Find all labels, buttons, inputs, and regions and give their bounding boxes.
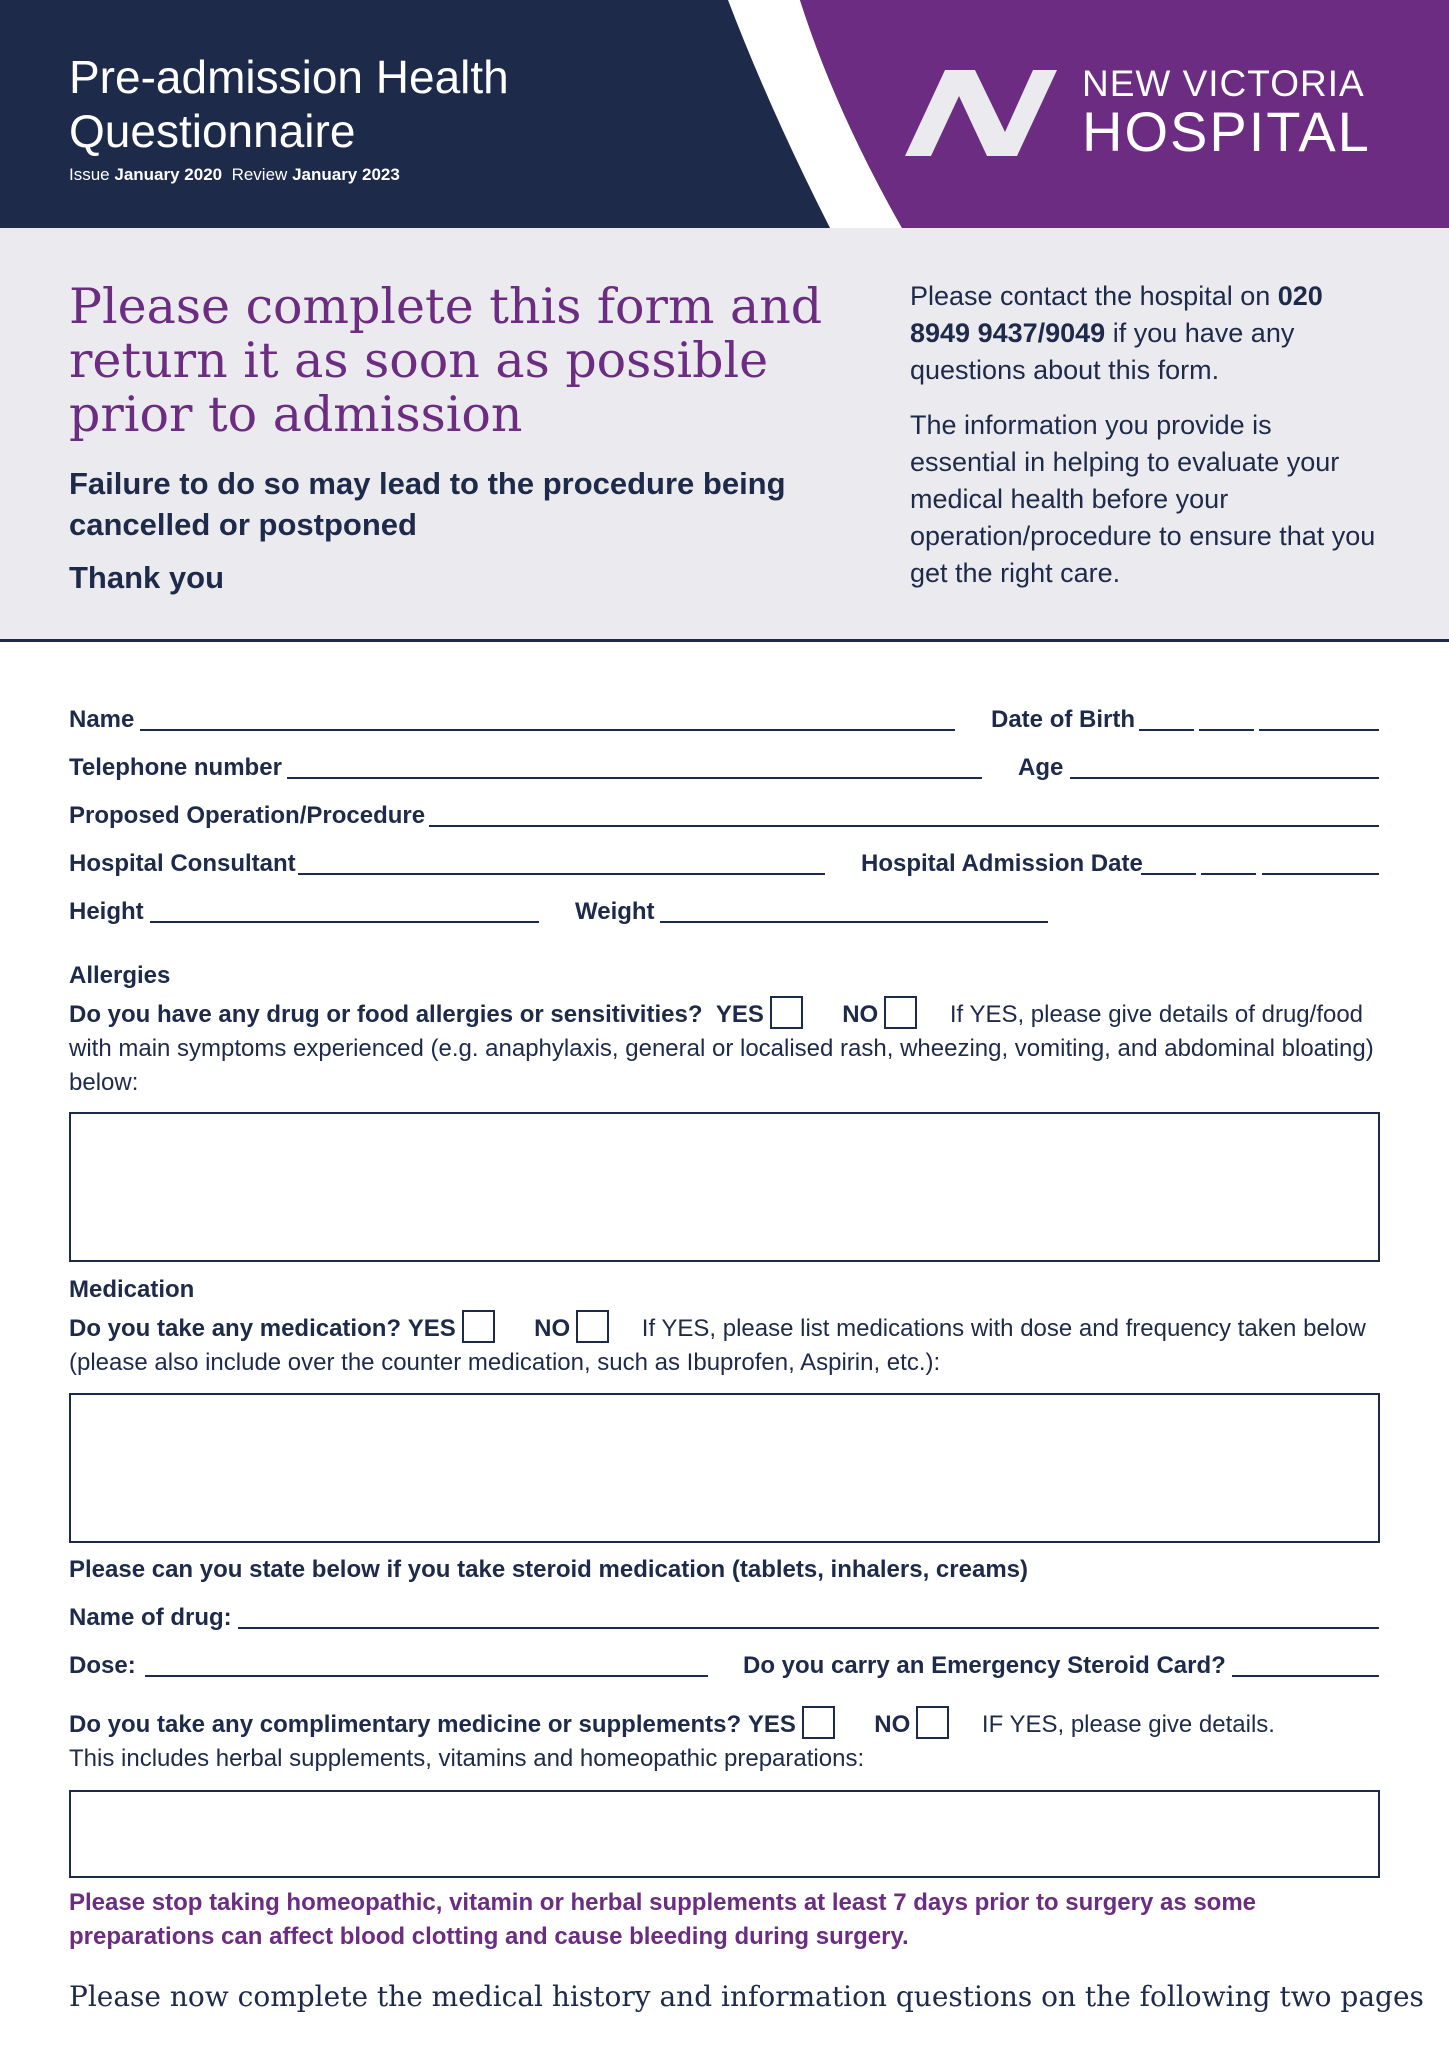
- contact-pre: Please contact the hospital on: [910, 281, 1271, 311]
- review-date: January 2023: [292, 165, 400, 184]
- consultant-field[interactable]: [298, 873, 825, 875]
- intro-heading: Please complete this form and return it as soon as possible prior to admission: [69, 278, 823, 443]
- document-title: [69, 50, 509, 158]
- allergies-no-label: NO: [842, 1001, 879, 1028]
- name-label: Name: [69, 706, 135, 733]
- dob-label: Date of Birth: [991, 706, 1135, 733]
- supplements-details-2: This includes herbal supplements, vitamins and homeopathic preparations:: [69, 1745, 865, 1773]
- intro-warning: Failure to do so may lead to the procedure being cancelled or postponed: [69, 466, 786, 542]
- dob-month-field[interactable]: [1199, 729, 1254, 731]
- allergies-no-checkbox[interactable]: [884, 996, 917, 1029]
- weight-label: Weight: [575, 898, 655, 925]
- dose-field[interactable]: [145, 1675, 708, 1677]
- brand-line-1: NEW VICTORIA: [1082, 63, 1365, 104]
- medication-yes-label: YES: [407, 1315, 456, 1342]
- brand-line-2: HOSPITAL: [1082, 100, 1371, 163]
- allergies-question: Do you have any drug or food allergies or sensitivities?: [69, 1001, 703, 1028]
- intro-panel: [0, 228, 1449, 642]
- contact-post: if you have any questions about this form.: [910, 318, 1295, 385]
- weight-field[interactable]: [660, 921, 1048, 923]
- admission-month-field[interactable]: [1201, 873, 1256, 875]
- contact-info: [910, 278, 1380, 592]
- header-banner: [0, 0, 1449, 228]
- supplements-yes-checkbox[interactable]: [802, 1706, 835, 1739]
- dose-label: Dose:: [69, 1652, 136, 1679]
- issue-review-dates: [69, 165, 400, 185]
- hospital-logo-icon: [905, 66, 1065, 160]
- supplements-yes-label: YES: [747, 1711, 796, 1738]
- name-field[interactable]: [140, 729, 955, 731]
- procedure-label: Proposed Operation/Procedure: [69, 802, 426, 829]
- allergies-question-block: [69, 998, 1399, 1100]
- footer-note: Please now complete the medical history and information questions on the following two pages: [69, 1980, 1424, 2013]
- intro-thanks: Thank you: [69, 560, 225, 595]
- allergies-details-2: with main symptoms experienced (e.g. anaphylaxis, general or localised rash, wheezing, vomiting, and abdominal bloating) below:: [69, 1035, 1374, 1097]
- steroid-card-field[interactable]: [1232, 1675, 1379, 1677]
- title-line-2: Questionnaire: [69, 105, 356, 157]
- admission-year-field[interactable]: [1262, 873, 1379, 875]
- telephone-field[interactable]: [287, 777, 982, 779]
- issue-label: Issue: [69, 165, 110, 184]
- supplements-details-box[interactable]: [69, 1790, 1380, 1878]
- allergies-yes-label: YES: [715, 1001, 764, 1028]
- drug-name-field[interactable]: [238, 1627, 1379, 1629]
- allergies-details-1: If YES, please give details of drug/food: [949, 1001, 1364, 1028]
- medication-heading: Medication: [69, 1276, 195, 1303]
- medication-question-block: [69, 1312, 1399, 1380]
- drug-name-label: Name of drug:: [69, 1604, 232, 1631]
- title-line-1: Pre-admission Health: [69, 51, 509, 103]
- dob-day-field[interactable]: [1139, 729, 1194, 731]
- medication-yes-checkbox[interactable]: [462, 1310, 495, 1343]
- medication-details-2: below (please also include over the counter medication, such as Ibuprofen, Aspirin, etc.):: [69, 1315, 1366, 1377]
- contact-phone: 020 8949 9437/9049: [910, 281, 1323, 348]
- age-label: Age: [1018, 754, 1064, 781]
- medication-details-box[interactable]: [69, 1393, 1380, 1543]
- info-paragraph: The information you provide is essential in helping to evaluate your medical health before your operation/procedure to ensure that you get the right care.: [910, 410, 1376, 588]
- allergies-heading: Allergies: [69, 962, 171, 989]
- allergies-yes-checkbox[interactable]: [770, 996, 803, 1029]
- supplements-question: Do you take any complimentary medicine or supplements?: [69, 1711, 742, 1738]
- height-field[interactable]: [150, 921, 539, 923]
- height-label: Height: [69, 898, 144, 925]
- consultant-label: Hospital Consultant: [69, 850, 296, 877]
- medication-no-label: NO: [534, 1315, 571, 1342]
- supplements-no-label: NO: [874, 1711, 911, 1738]
- admission-date-label: Hospital Admission Date: [861, 850, 1143, 877]
- medication-question: Do you take any medication?: [69, 1315, 402, 1342]
- medication-details-1: If YES, please list medications with dose and frequency taken: [641, 1315, 1297, 1342]
- issue-date: January 2020: [114, 165, 223, 184]
- allergies-details-box[interactable]: [69, 1112, 1380, 1262]
- procedure-field[interactable]: [429, 825, 1379, 827]
- hospital-brand: [1082, 63, 1371, 163]
- supplements-question-block: [69, 1708, 1399, 1776]
- age-field[interactable]: [1070, 777, 1379, 779]
- supplements-no-checkbox[interactable]: [916, 1706, 949, 1739]
- admission-day-field[interactable]: [1141, 873, 1196, 875]
- review-label: Review: [231, 165, 288, 184]
- telephone-label: Telephone number: [69, 754, 282, 781]
- contact-paragraph: [910, 278, 1380, 389]
- dob-year-field[interactable]: [1259, 729, 1379, 731]
- medication-no-checkbox[interactable]: [576, 1310, 609, 1343]
- steroid-prompt: Please can you state below if you take steroid medication (tablets, inhalers, creams): [69, 1556, 1028, 1583]
- supplements-details-1: IF YES, please give details.: [981, 1711, 1275, 1738]
- steroid-card-label: Do you carry an Emergency Steroid Card?: [743, 1652, 1226, 1679]
- supplements-warning: Please stop taking homeopathic, vitamin or herbal supplements at least 7 days prior to surgery as some preparations can affect blood clotting and cause bleeding during surgery.: [69, 1889, 1257, 1950]
